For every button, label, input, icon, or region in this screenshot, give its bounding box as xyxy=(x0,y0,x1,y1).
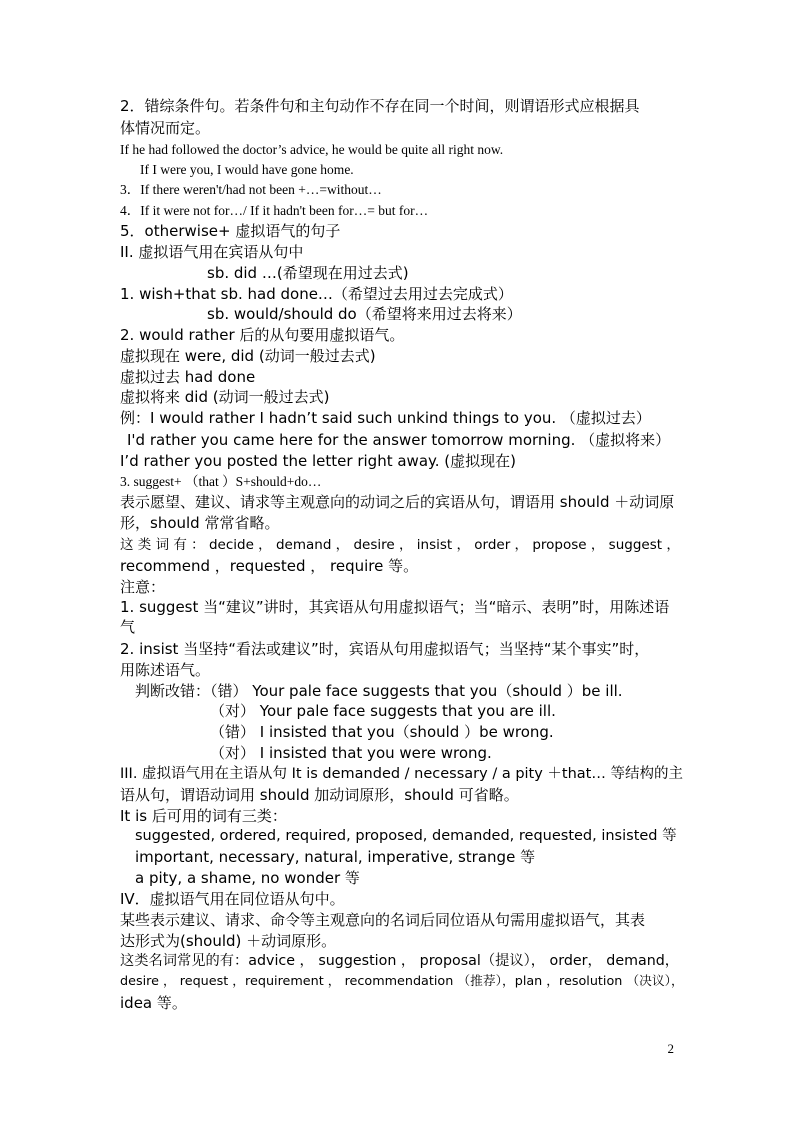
text-line: 语从句，谓语动词用 should 加动词原形，should 可省略。 xyxy=(120,786,519,804)
text-line: 例：I would rather I hadn’t said such unkind things to you. （虚拟过去） xyxy=(120,409,651,427)
text-line: 3．If there weren't/had not been +…=without… xyxy=(120,182,382,197)
text-line: 3. suggest+ （that ）S+should+do… xyxy=(120,474,322,489)
text-line: 5．otherwise+ 虚拟语气的句子 xyxy=(120,222,341,240)
text-line: I’d rather you posted the letter right away. (虚拟现在) xyxy=(120,452,516,470)
text-line: （对） I insisted that you were wrong. xyxy=(210,744,492,762)
text-line: 虚拟过去 had done xyxy=(120,368,256,386)
text-line: 2. insist 当坚持“看法或建议”时，宾语从句用虚拟语气；当坚持“某个事实”时， xyxy=(120,640,650,658)
text-line: sb. did …(希望现在用过去式) xyxy=(207,264,409,282)
text-line: sb. would/should do（希望将来用过去将来） xyxy=(207,305,522,323)
text-line: If he had followed the doctor’s advice, he would be quite all right now. xyxy=(120,142,504,157)
text-line: 4．If it were not for…/ If it hadn't been for…= but for… xyxy=(120,203,429,218)
text-line: 虚拟现在 were, did (动词一般过去式) xyxy=(120,347,376,365)
page-number: 2 xyxy=(667,1041,674,1056)
text-line: 用陈述语气。 xyxy=(120,661,211,679)
text-line: （对） Your pale face suggests that you are ill. xyxy=(210,702,556,720)
text-line: 达形式为(should) ＋动词原形。 xyxy=(120,932,337,950)
text-line: 注意： xyxy=(120,578,166,596)
text-line: 2. would rather 后的从句要用虚拟语气。 xyxy=(120,326,405,344)
text-line: 表示愿望、建议、请求等主观意向的动词之后的宾语从句，谓语用 should ＋动词原 xyxy=(120,493,675,511)
text-line: 2．错综条件句。若条件句和主句动作不存在同一个时间，则谓语形式应根据具 xyxy=(120,97,640,115)
text-line: important, necessary, natural, imperative, strange 等 xyxy=(135,848,536,866)
text-line: I'd rather you came here for the answer tomorrow morning. （虚拟将来） xyxy=(127,431,671,449)
text-line: 1. wish+that sb. had done…（希望过去用过去完成式） xyxy=(120,285,513,303)
text-line: 体情况而定。 xyxy=(120,119,211,137)
text-line: desire ， request ，requirement ， recommendation （推荐），plan ，resolution （决议）， xyxy=(120,974,684,989)
text-line: If I were you, I would have gone home. xyxy=(140,162,354,177)
text-line: 气 xyxy=(120,618,136,636)
text-line: 这 类 词 有 ： decide ， demand ， desire ， insist ， order ， propose ， suggest ， xyxy=(120,537,680,553)
section-heading: IV．虚拟语气用在同位语从句中。 xyxy=(120,890,345,908)
text-line: It is 后可用的词有三类： xyxy=(120,807,287,825)
text-line: 判断改错：（错） Your pale face suggests that you（should ）be ill. xyxy=(135,682,623,700)
text-line: a pity, a shame, no wonder 等 xyxy=(135,869,360,887)
text-line: 形，should 常常省略。 xyxy=(120,514,280,532)
text-line: 某些表示建议、请求、命令等主观意向的名词后同位语从句需用虚拟语气，其表 xyxy=(120,911,646,929)
text-line: 1. suggest 当“建议”讲时，其宾语从句用虚拟语气；当“暗示、表明”时，用陈述语 xyxy=(120,598,670,616)
text-line: idea 等。 xyxy=(120,994,187,1012)
text-line: （错） I insisted that you（should ）be wrong. xyxy=(210,723,554,741)
section-heading: III. 虚拟语气用在主语从句 It is demanded / necessary / a pity ＋that… 等结构的主 xyxy=(120,766,683,782)
text-line: suggested, ordered, required, proposed, demanded, requested, insisted 等 xyxy=(135,828,677,844)
text-line: 虚拟将来 did (动词一般过去式) xyxy=(120,388,330,406)
text-line: recommend ，requested ， require 等。 xyxy=(120,557,419,575)
text-line: 这类名词常见的有：advice ， suggestion ， proposal（提议）， order， demand， xyxy=(120,953,680,969)
section-heading: II. 虚拟语气用在宾语从句中 xyxy=(120,243,304,261)
